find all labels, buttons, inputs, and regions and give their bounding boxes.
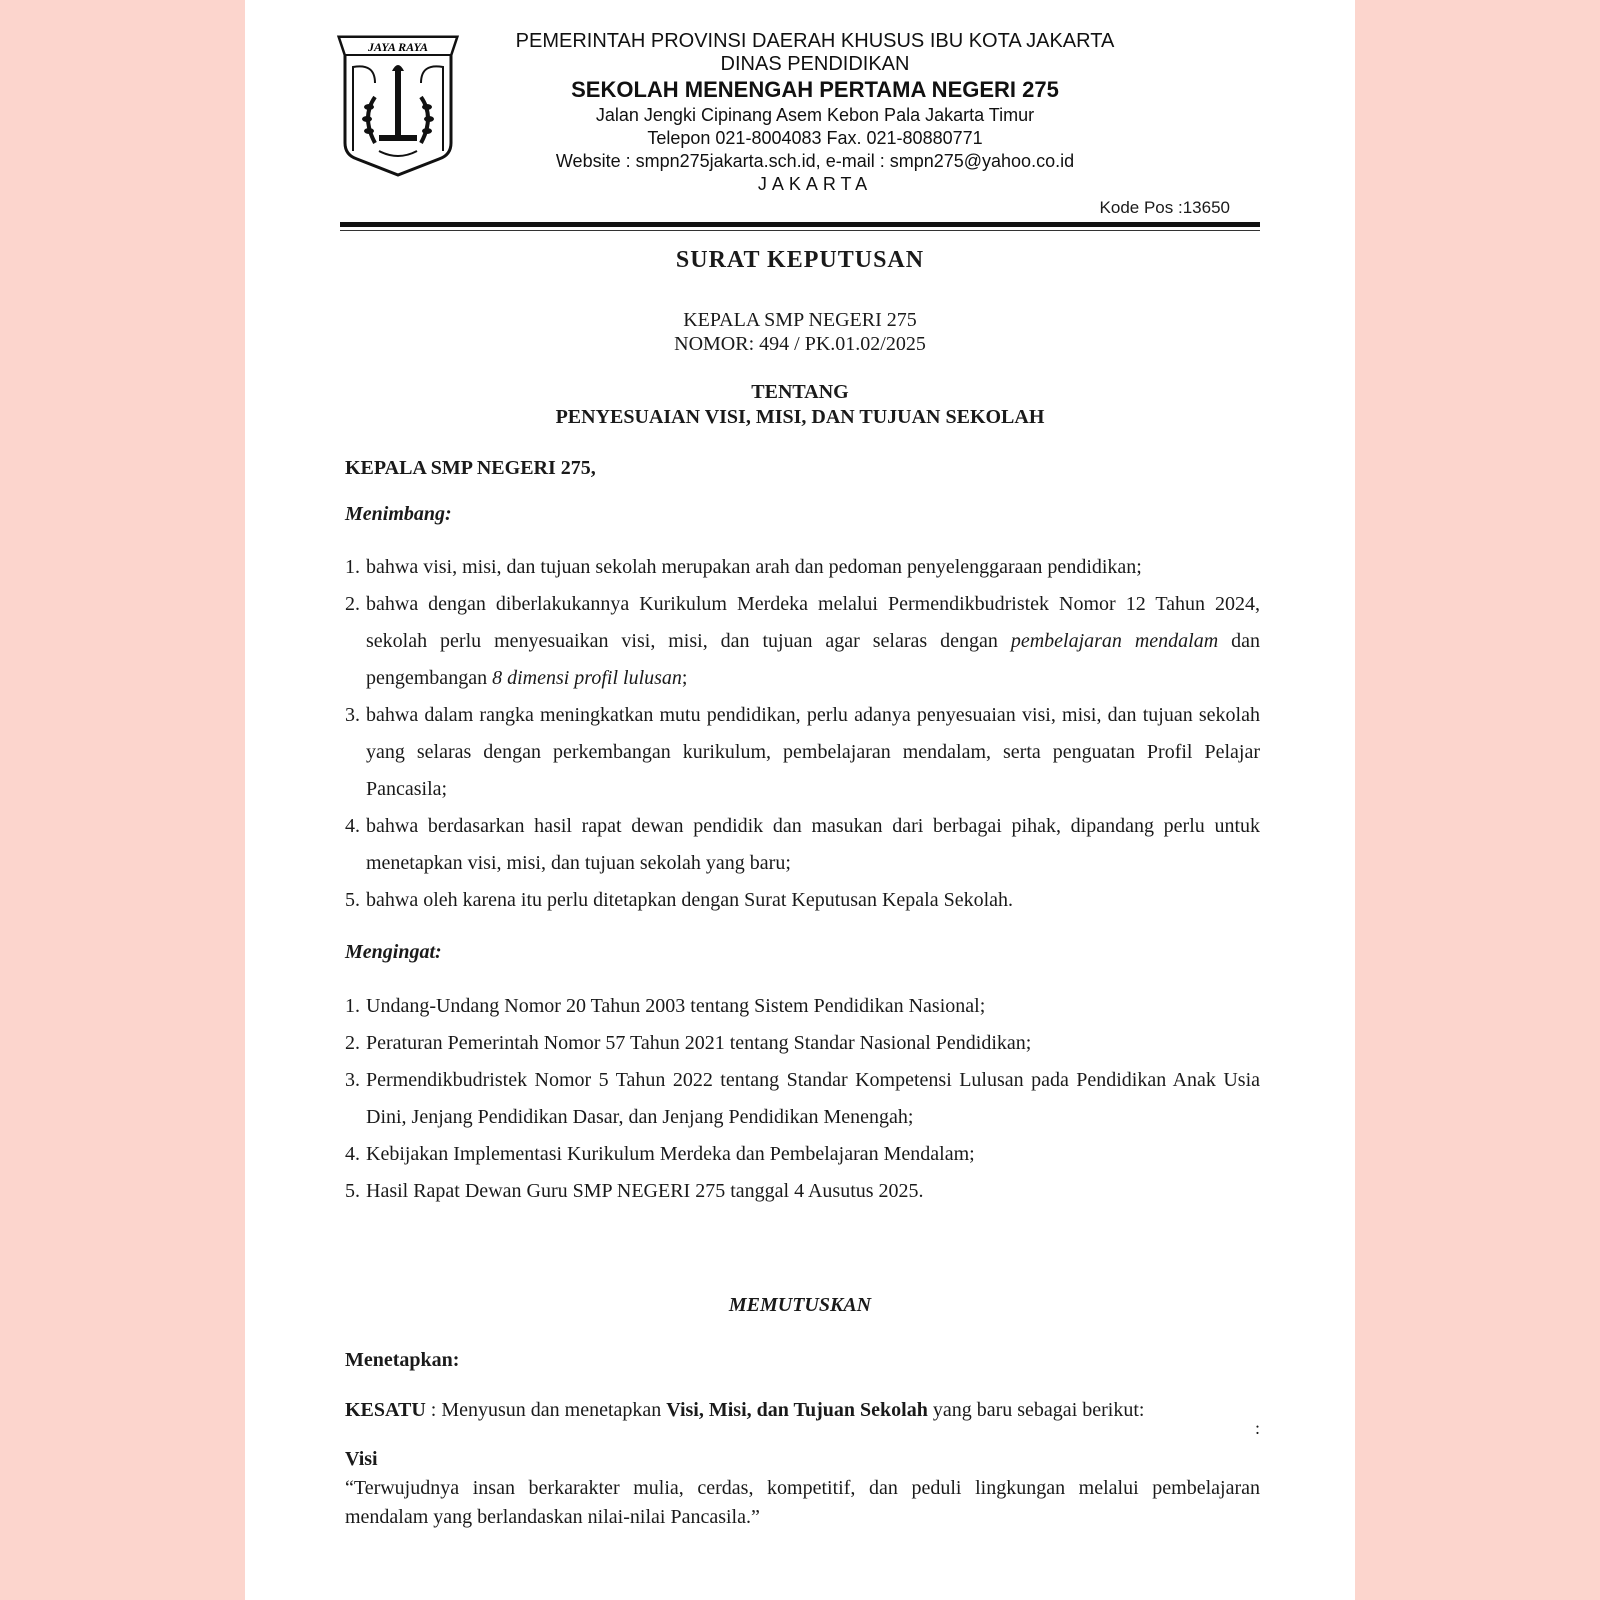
letterhead-phone: Telepon 021-8004083 Fax. 021-80880771 <box>647 128 983 148</box>
letterhead-school-name: SEKOLAH MENENGAH PERTAMA NEGERI 275 <box>571 77 1059 102</box>
letterhead-line-government: PEMERINTAH PROVINSI DAERAH KHUSUS IBU KOTA JAKARTA <box>515 30 1115 52</box>
list-item: 2. Peraturan Pemerintah Nomor 57 Tahun 2021 tentang Standar Nasional Pendidikan; <box>345 1032 1032 1054</box>
kesatu-label: KESATU <box>345 1399 426 1421</box>
letterhead-line-dinas: DINAS PENDIDIKAN <box>720 53 910 75</box>
list-item: 4. Kebijakan Implementasi Kurikulum Merdeka dan Pembelajaran Mendalam; <box>345 1143 975 1165</box>
letterhead <box>470 30 1160 196</box>
header-divider <box>340 222 1260 227</box>
list-item: 3. Permendikbudristek Nomor 5 Tahun 2022 tentang Standar Kompetensi Lulusan pada Pendidikan Anak Usia Dini, Jenjang Pendidikan Dasar, dan Jenjang Pendidikan Menengah; <box>345 1069 1260 1128</box>
tentang-heading: TENTANG <box>751 381 849 403</box>
menimbang-list <box>345 549 1260 919</box>
list-item: 5. Hasil Rapat Dewan Guru SMP NEGERI 275 tanggal 4 Ausutus 2025. <box>345 1180 924 1202</box>
list-item: 1. Undang-Undang Nomor 20 Tahun 2003 tentang Sistem Pendidikan Nasional; <box>345 995 986 1017</box>
menimbang-heading: Menimbang: <box>345 503 452 525</box>
list-item: 2. bahwa dengan diberlakukannya Kurikulum Merdeka melalui Permendikbudristek Nomor 12 Tahun 2024, sekolah perlu menyesuaikan visi, misi, dan tujuan agar selaras dengan pembelajaran mendalam dan pengembangan 8 dimensi profil lulusan; <box>345 593 1260 689</box>
letterhead-address: Jalan Jengki Cipinang Asem Kebon Pala Jakarta Timur <box>595 105 1035 125</box>
document-issuer: KEPALA SMP NEGERI 275 <box>683 309 917 331</box>
jakarta-emblem-icon <box>335 33 461 178</box>
kesatu-paragraph: KESATU : Menyusun dan menetapkan Visi, Misi, dan Tujuan Sekolah yang baru sebagai berikut: <box>345 1399 1145 1421</box>
mengingat-heading: Mengingat: <box>345 941 442 963</box>
list-item: 1. bahwa visi, misi, dan tujuan sekolah merupakan arah dan pedoman penyelenggaraan pendidikan; <box>345 556 1142 578</box>
menetapkan-label: Menetapkan: <box>345 1349 460 1371</box>
addressee: KEPALA SMP NEGERI 275, <box>345 457 596 479</box>
mengingat-list <box>345 988 1260 1210</box>
list-item: 5. bahwa oleh karena itu perlu ditetapkan dengan Surat Keputusan Kepala Sekolah. <box>345 889 1014 911</box>
kesatu-emphasis: Visi, Misi, dan Tujuan Sekolah <box>666 1399 928 1421</box>
document-subject: PENYESUAIAN VISI, MISI, DAN TUJUAN SEKOLAH <box>555 406 1045 428</box>
postal-code: Kode Pos :13650 <box>1099 198 1230 217</box>
letterhead-city: JAKARTA <box>757 174 873 194</box>
memutuskan-heading: MEMUTUSKAN <box>728 1294 872 1316</box>
svg-text:JAYA RAYA: JAYA RAYA <box>368 40 428 54</box>
document-number: NOMOR: 494 / PK.01.02/2025 <box>674 333 926 355</box>
header-divider-thin <box>340 230 1260 231</box>
list-item: 4. bahwa berdasarkan hasil rapat dewan pendidik dan masukan dari berbagai pihak, dipandang perlu untuk menetapkan visi, misi, dan tujuan sekolah yang baru; <box>345 815 1260 874</box>
letterhead-website: Website : smpn275jakarta.sch.id, e-mail : smpn275@yahoo.co.id <box>555 151 1075 171</box>
visi-text: “Terwujudnya insan berkarakter mulia, cerdas, kompetitif, dan peduli lingkungan melalui pembelajaran mendalam yang berlandaskan nilai-nilai Pancasila.” <box>345 1477 1260 1528</box>
document-title: SURAT KEPUTUSAN <box>675 247 925 273</box>
document-page <box>245 0 1355 1600</box>
list-item: 3. bahwa dalam rangka meningkatkan mutu pendidikan, perlu adanya penyesuaian visi, misi, dan tujuan sekolah yang selaras dengan perkembangan kurikulum, pembelajaran mendalam, serta penguatan Profil Pelajar Pancasila; <box>345 704 1260 800</box>
visi-colon: : <box>1255 1418 1261 1438</box>
visi-label: Visi <box>345 1448 378 1470</box>
